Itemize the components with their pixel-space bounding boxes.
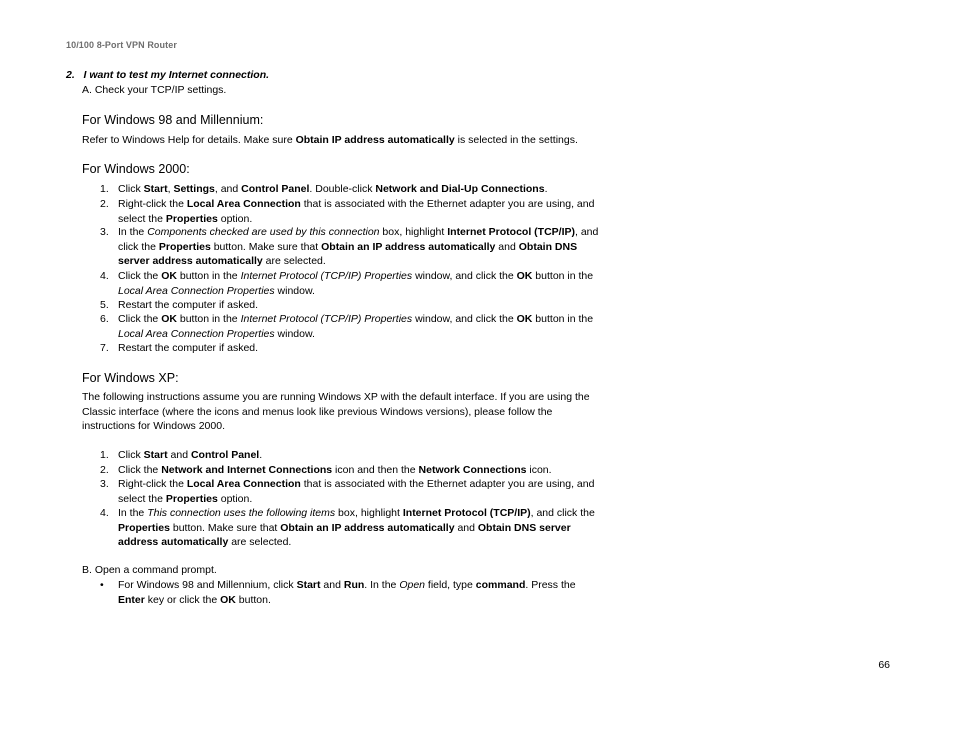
- winxp-intro: The following instructions assume you are running Windows XP with the default interface. If you are using the Classic interface (where the icons and menus look like previous Windows versions), please follow the instructions for Windows 2000.: [82, 391, 590, 432]
- win2000-heading: For Windows 2000:: [82, 162, 190, 176]
- winxp-heading: For Windows XP:: [82, 371, 179, 385]
- win98-heading: For Windows 98 and Millennium:: [82, 113, 264, 127]
- step-a: A. Check your TCP/IP settings.: [82, 84, 227, 96]
- document-header: 10/100 8-Port VPN Router: [66, 40, 177, 50]
- question-title: [66, 69, 269, 81]
- bullet-icon: •: [100, 579, 104, 591]
- question-text: I want to test my Internet connection.: [83, 69, 270, 81]
- question-number: 2.: [66, 69, 75, 81]
- win98-text: Refer to Windows Help for details. Make sure Obtain IP address automatically is selected in the settings.: [82, 134, 578, 146]
- step-b: B. Open a command prompt.: [82, 564, 217, 576]
- page-number: 66: [878, 659, 890, 671]
